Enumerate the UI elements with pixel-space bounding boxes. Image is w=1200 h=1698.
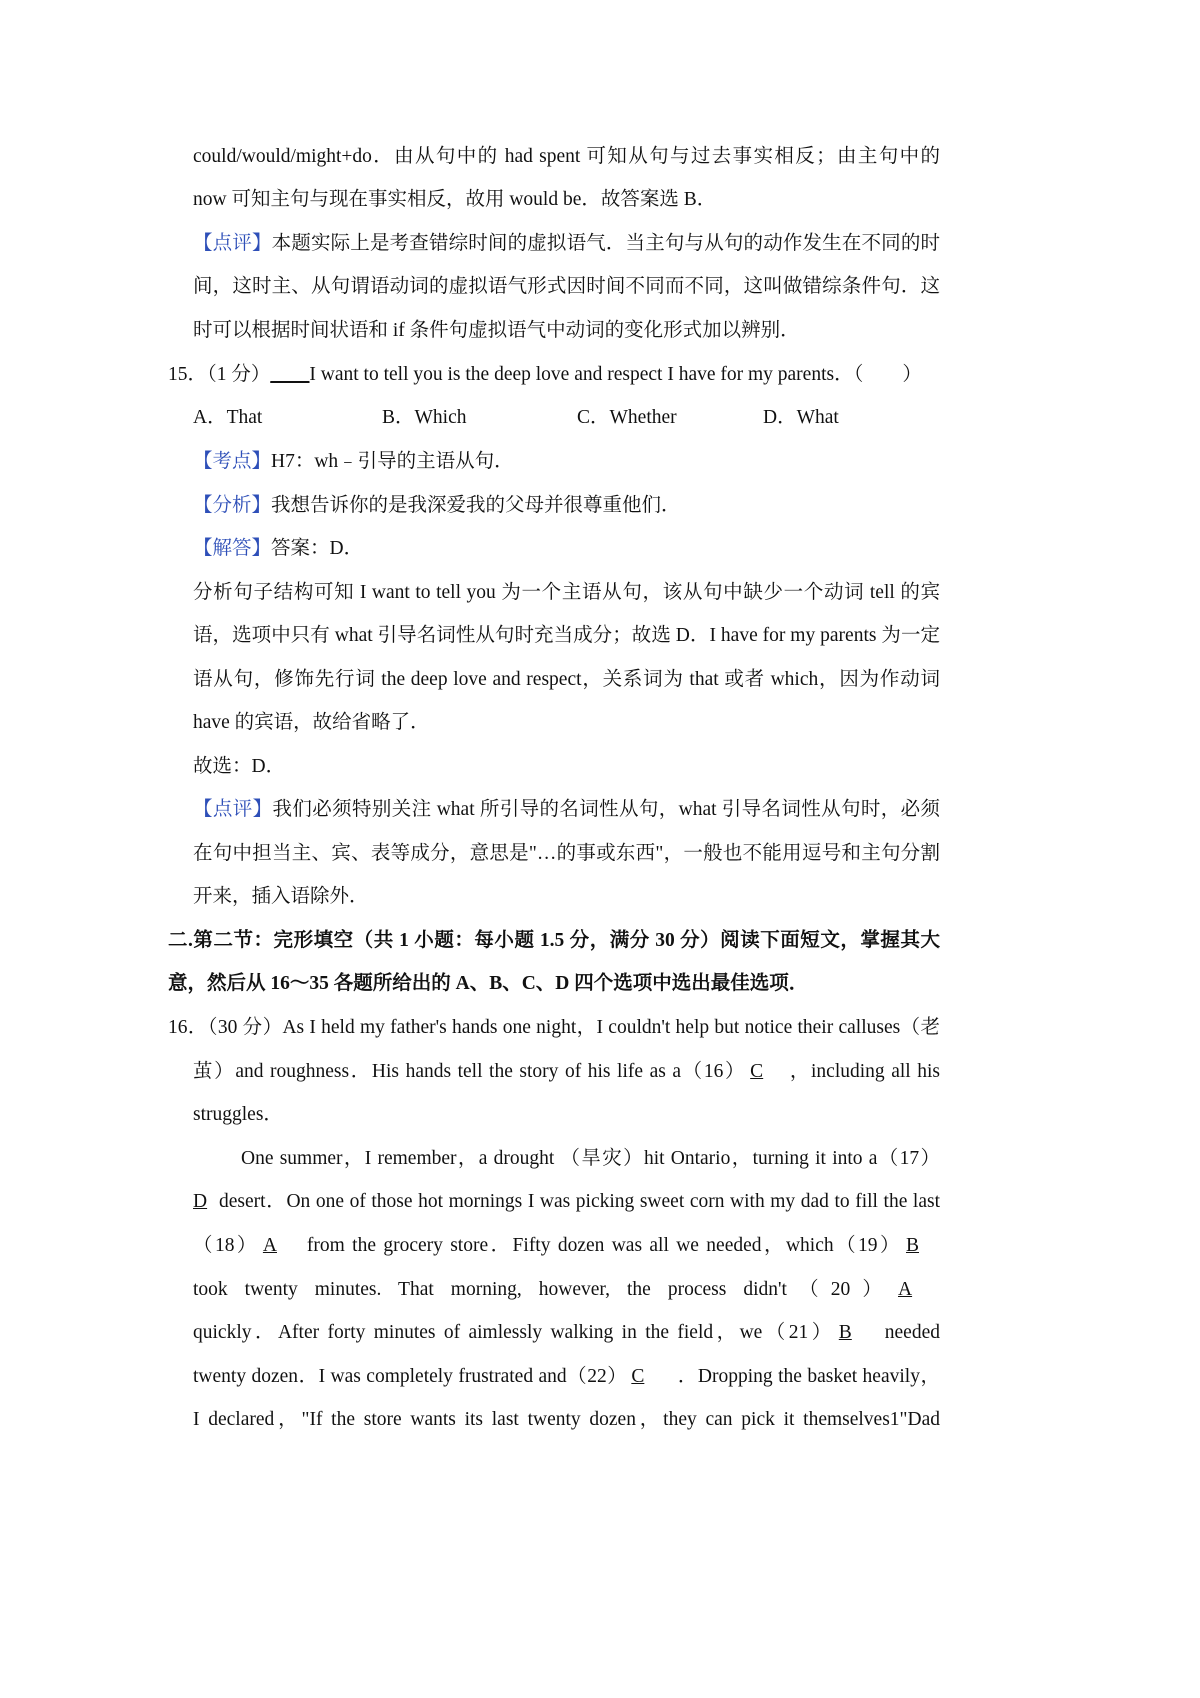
answer-blank-17: D xyxy=(193,1191,208,1212)
question-15-stem xyxy=(168,362,922,388)
detail-line: 语从句，修饰先行词 the deep love and respect，关系词为 that 或者 which，因为作动词 xyxy=(193,669,940,690)
detail-line: have 的宾语，故给省略了． xyxy=(193,712,430,733)
analysis xyxy=(193,493,681,519)
passage-text: needed xyxy=(884,1322,940,1343)
answer xyxy=(193,536,363,562)
review-line: 在句中担当主、宾、表等成分，意思是"…的事或东西"，一般也不能用逗号和主句分割 xyxy=(193,843,940,864)
passage-line xyxy=(193,1364,940,1390)
passage-text: desert．On one of those hot mornings I was picking sweet corn with my dad to fill the last xyxy=(219,1191,940,1212)
option-d: D．What xyxy=(763,407,839,428)
passage-line xyxy=(193,1233,940,1259)
passage-text: took twenty minutes. That morning, however, the process didn't（20） xyxy=(193,1279,894,1300)
question-text: I want to tell you is the deep love and respect I have for my parents．（ ） xyxy=(309,364,922,385)
question-blank: ____ xyxy=(270,364,310,385)
answer-tag: 【解答】 xyxy=(193,538,272,559)
passage-line xyxy=(193,1059,940,1085)
review-text: 我们必须特别关注 what 所引导的名词性从句，what 引导名词性从句时，必须 xyxy=(272,799,940,820)
passage-line xyxy=(193,1189,940,1215)
answer-blank-18: A xyxy=(262,1235,277,1256)
option-b: B．Which xyxy=(382,407,467,428)
answer-blank-20: A xyxy=(898,1279,913,1300)
answer-blank-21: B xyxy=(838,1322,852,1343)
passage-line: I declared，"If the store wants its last twenty dozen，they can pick it themselves1"Dad xyxy=(193,1409,940,1430)
detail-line: 分析句子结构可知 I want to tell you 为一个主语从句，该从句中缺少一个动词 tell 的宾 xyxy=(193,582,940,603)
prev-review-line: 间，这时主、从句谓语动词的虚拟语气形式因时间不同而不同，这叫做错综条件句．这 xyxy=(193,276,940,297)
review-tag: 【点评】 xyxy=(193,799,273,820)
q15-review xyxy=(193,797,940,823)
answer-blank-16: C xyxy=(750,1061,764,1082)
passage-line: One summer，I remember，a drought （旱灾）hit Ontario，turning it into a（17） xyxy=(241,1148,940,1169)
passage-text: twenty dozen．I was completely frustrated and（22） xyxy=(193,1366,628,1387)
exam-point xyxy=(193,449,514,475)
passage-line xyxy=(193,1277,940,1303)
option-a: A．That xyxy=(193,407,263,428)
answer-text: 答案：D． xyxy=(271,538,364,559)
review-text: 本题实际上是考查错综时间的虚拟语气．当主句与从句的动作发生在不同的时 xyxy=(271,233,940,254)
passage-text: quickly．After forty minutes of aimlessly walking in the field，we（21） xyxy=(193,1322,835,1343)
review-line: 开来，插入语除外． xyxy=(193,886,369,907)
passage-line xyxy=(193,1320,940,1346)
final-choice: 故选：D． xyxy=(193,756,286,777)
answer-blank-19: B xyxy=(905,1235,919,1256)
prev-review xyxy=(193,231,940,257)
passage-text: 茧）and roughness．His hands tell the story of his life as a（16） xyxy=(193,1061,747,1082)
review-tag: 【点评】 xyxy=(193,233,272,254)
analysis-tag: 【分析】 xyxy=(193,495,272,516)
passage-line: 16．（30 分）As I held my father's hands one night，I couldn't help but notice their calluses（老 xyxy=(168,1017,940,1038)
section-heading-line: 意，然后从 16～35 各题所给出的 A、B、C、D 四个选项中选出最佳选项． xyxy=(168,973,809,994)
detail-line: 语，选项中只有 what 引导名词性从句时充当成分；故选 D．I have for my parents 为一定 xyxy=(193,625,940,646)
question-number: 15．（1 分） xyxy=(168,364,271,385)
prev-explanation-line: could/would/might+do．由从句中的 had spent 可知从句与过去事实相反；由主句中的 xyxy=(193,146,940,167)
answer-blank-22: C xyxy=(631,1366,645,1387)
passage-line: struggles． xyxy=(193,1104,283,1125)
prev-review-line: 时可以根据时间状语和 if 条件句虚拟语气中动词的变化形式加以辨别． xyxy=(193,320,800,341)
point-text: H7：wh﹣引导的主语从句． xyxy=(271,451,514,472)
passage-text: ，including all his xyxy=(788,1061,940,1082)
passage-text: （18） xyxy=(193,1235,259,1256)
analysis-text: 我想告诉你的是我深爱我的父母并很尊重他们． xyxy=(271,495,681,516)
prev-explanation-line: now 可知主句与现在事实相反，故用 would be．故答案选 B． xyxy=(193,189,717,210)
section-heading: 二.第二节：完形填空（共 1 小题：每小题 1.5 分，满分 30 分）阅读下面短文，掌握其大 xyxy=(168,930,940,951)
option-c: C．Whether xyxy=(577,407,677,428)
point-tag: 【考点】 xyxy=(193,451,272,472)
passage-text: from the grocery store．Fifty dozen was all we needed，which（19） xyxy=(306,1235,902,1256)
passage-text: ．Dropping the basket heavily， xyxy=(677,1366,940,1387)
